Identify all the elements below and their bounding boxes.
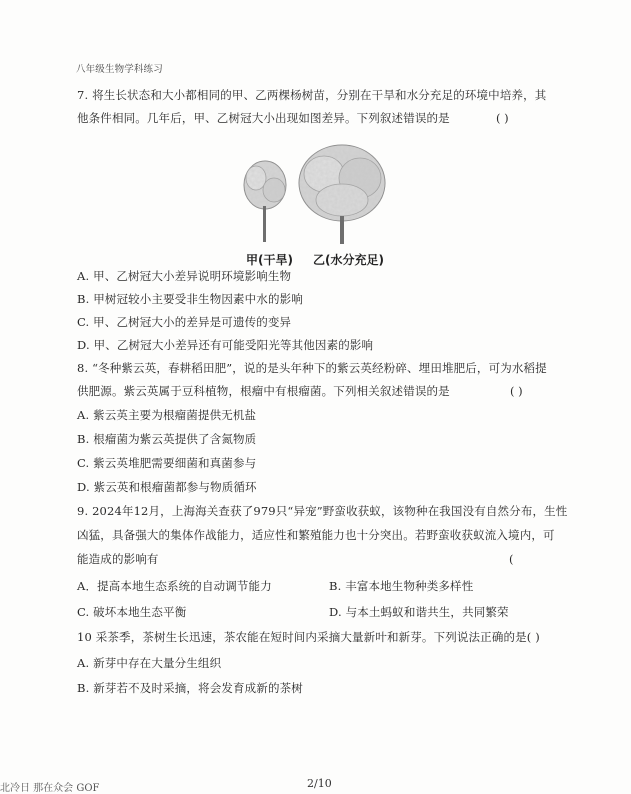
- tree-figure: [232, 138, 402, 250]
- q7-stem-line1: 7. 将生长状态和大小都相同的甲、乙两棵杨树苗，分别在干旱和水分充足的环境中培养，其: [77, 88, 547, 102]
- q9-stem-line3: 能造成的影响有: [77, 552, 159, 566]
- q8-option-b: B. 根瘤菌为紫云英提供了含氮物质: [77, 432, 257, 446]
- q8-option-a: A. 紫云英主要为根瘤菌提供无机盐: [77, 408, 257, 422]
- q10-stem-line1: 10 采茶季，茶树生长迅速，茶农能在短时间内采摘大量新叶和新芽。下列说法正确的是( ): [77, 630, 540, 644]
- cut-off-footer-text: 北冷日 那在众会 GOF: [0, 783, 100, 794]
- q8-answer-paren: ( ): [510, 384, 523, 398]
- small-tree-icon: [244, 161, 286, 242]
- q7-option-b: B. 甲树冠较小主要受非生物因素中水的影响: [77, 292, 303, 306]
- q10-option-b: B. 新芽若不及时采摘，将会发育成新的茶树: [77, 681, 303, 695]
- q7-option-d: D. 甲、乙树冠大小差异还有可能受阳光等其他因素的影响: [77, 338, 374, 352]
- page-header: 八年级生物学科练习: [76, 64, 163, 75]
- q9-option-b: B. 丰富本地生物种类多样性: [329, 579, 474, 593]
- caption-tree-b: 乙(水分充足): [313, 253, 384, 267]
- q9-answer-paren: (: [509, 552, 514, 566]
- q8-stem-line1: 8. “冬种紫云英，春耕稻田肥”，说的是头年种下的紫云英经粉碎、埋田堆肥后，可为水稻提: [77, 361, 547, 375]
- q9-option-d: D. 与本土蚂蚁和谐共生，共同繁荣: [329, 605, 509, 619]
- q10-option-a: A. 新芽中存在大量分生组织: [77, 656, 222, 670]
- caption-tree-a: 甲(干旱): [246, 253, 293, 267]
- q8-stem-line2: 供肥源。紫云英属于豆科植物，根瘤中有根瘤菌。下列相关叙述错误的是: [77, 384, 450, 398]
- q9-stem-line2: 凶猛，具备强大的集体作战能力，适应性和繁殖能力也十分突出。若野蛮收获蚁流入境内，可: [77, 528, 555, 542]
- q7-option-a: A. 甲、乙树冠大小差异说明环境影响生物: [77, 269, 292, 283]
- q8-option-c: C. 紫云英堆肥需要细菌和真菌参与: [77, 456, 257, 470]
- q7-option-c: C. 甲、乙树冠大小的差异是可遗传的变异: [77, 315, 292, 329]
- q7-answer-paren: ( ): [496, 111, 509, 125]
- q9-option-a: A．提高本地生态系统的自动调节能力: [77, 579, 272, 593]
- q7-stem-line2: 他条件相同。几年后，甲、乙树冠大小出现如图差异。下列叙述错误的是: [77, 111, 450, 125]
- q8-option-d: D. 紫云英和根瘤菌都参与物质循环: [77, 480, 257, 494]
- q9-stem-line1: 9. 2024年12月，上海海关查获了979只“异宠”野蛮收获蚁，该物种在我国没有自然分布，生性: [77, 504, 568, 518]
- q9-option-c: C. 破坏本地生态平衡: [77, 605, 187, 619]
- tree-illustration: [232, 138, 402, 250]
- page-number: 2/10: [307, 777, 332, 790]
- large-tree-icon: [299, 145, 385, 244]
